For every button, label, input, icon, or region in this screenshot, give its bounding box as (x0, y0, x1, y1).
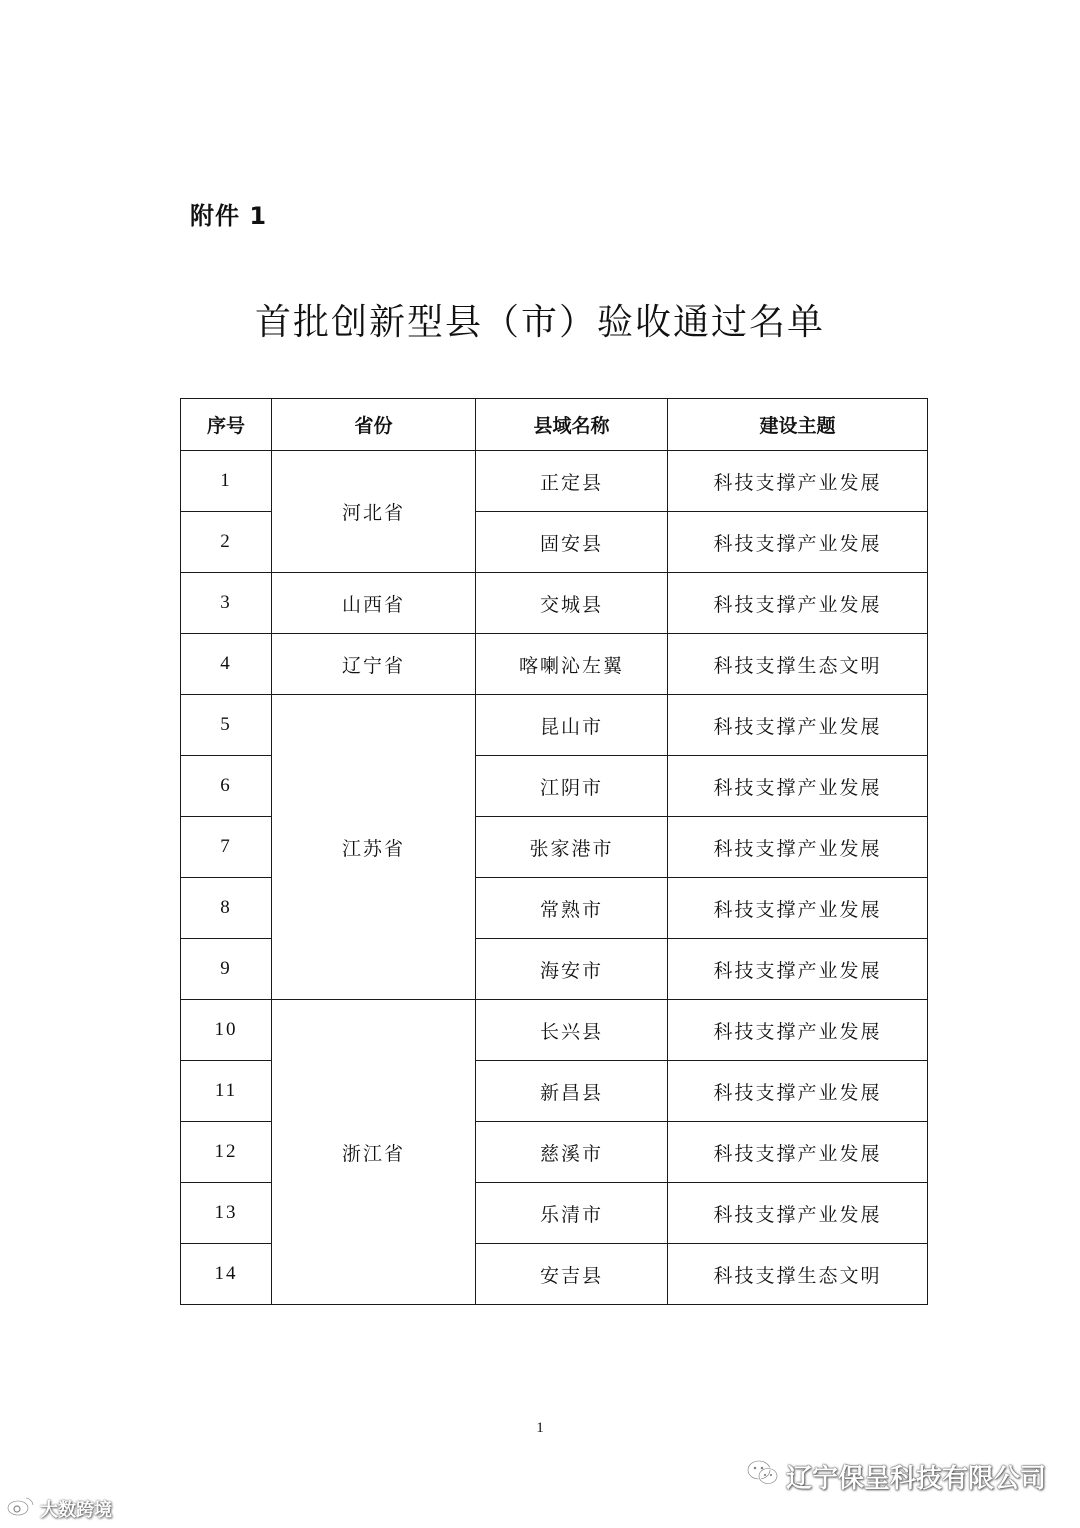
table-row (181, 451, 928, 512)
weibo-watermark (6, 1494, 112, 1523)
table-row (181, 634, 928, 695)
table-row (181, 695, 928, 756)
county-cell: 慈溪市 (476, 1122, 668, 1183)
province-cell: 浙江省 (272, 1000, 476, 1305)
row-seq: 14 (181, 1244, 272, 1305)
county-list-table (180, 398, 928, 1305)
theme-cell: 科技支撑生态文明 (668, 1244, 928, 1305)
county-cell: 长兴县 (476, 1000, 668, 1061)
county-cell: 正定县 (476, 451, 668, 512)
table-header-row (181, 399, 928, 451)
theme-cell: 科技支撑产业发展 (668, 939, 928, 1000)
row-seq: 8 (181, 878, 272, 939)
table-row (181, 1000, 928, 1061)
theme-cell: 科技支撑生态文明 (668, 634, 928, 695)
county-cell: 安吉县 (476, 1244, 668, 1305)
county-cell: 喀喇沁左翼 (476, 634, 668, 695)
header-theme: 建设主题 (668, 399, 928, 451)
theme-cell: 科技支撑产业发展 (668, 878, 928, 939)
province-cell: 河北省 (272, 451, 476, 573)
row-seq: 4 (181, 634, 272, 695)
wechat-icon (746, 1459, 780, 1494)
theme-cell: 科技支撑产业发展 (668, 695, 928, 756)
row-seq: 9 (181, 939, 272, 1000)
table-row (181, 573, 928, 634)
theme-cell: 科技支撑产业发展 (668, 1000, 928, 1061)
province-cell: 辽宁省 (272, 634, 476, 695)
row-seq: 2 (181, 512, 272, 573)
row-seq: 5 (181, 695, 272, 756)
wechat-watermark (746, 1458, 1046, 1495)
weibo-icon (6, 1494, 36, 1523)
county-cell: 乐清市 (476, 1183, 668, 1244)
row-seq: 10 (181, 1000, 272, 1061)
row-seq: 11 (181, 1061, 272, 1122)
county-cell: 江阴市 (476, 756, 668, 817)
county-cell: 固安县 (476, 512, 668, 573)
page-number: 1 (536, 1420, 544, 1436)
row-seq: 12 (181, 1122, 272, 1183)
theme-cell: 科技支撑产业发展 (668, 451, 928, 512)
document-title: 首批创新型县（市）验收通过名单 (254, 302, 825, 343)
row-seq: 1 (181, 451, 272, 512)
theme-cell: 科技支撑产业发展 (668, 1122, 928, 1183)
attachment-label: 附件 1 (190, 202, 268, 230)
header-seq: 序号 (181, 399, 272, 451)
header-province: 省份 (272, 399, 476, 451)
theme-cell: 科技支撑产业发展 (668, 1061, 928, 1122)
theme-cell: 科技支撑产业发展 (668, 756, 928, 817)
row-seq: 13 (181, 1183, 272, 1244)
county-cell: 昆山市 (476, 695, 668, 756)
county-cell: 常熟市 (476, 878, 668, 939)
county-cell: 海安市 (476, 939, 668, 1000)
theme-cell: 科技支撑产业发展 (668, 817, 928, 878)
province-cell: 江苏省 (272, 695, 476, 1000)
theme-cell: 科技支撑产业发展 (668, 573, 928, 634)
row-seq: 7 (181, 817, 272, 878)
row-seq: 3 (181, 573, 272, 634)
watermark-company-name: 辽宁保呈科技有限公司 (785, 1464, 1046, 1494)
county-cell: 新昌县 (476, 1061, 668, 1122)
province-cell: 山西省 (272, 573, 476, 634)
header-county: 县域名称 (476, 399, 668, 451)
watermark-brand-name: 大数跨境 (40, 1499, 112, 1521)
county-cell: 张家港市 (476, 817, 668, 878)
county-cell: 交城县 (476, 573, 668, 634)
theme-cell: 科技支撑产业发展 (668, 512, 928, 573)
row-seq: 6 (181, 756, 272, 817)
theme-cell: 科技支撑产业发展 (668, 1183, 928, 1244)
